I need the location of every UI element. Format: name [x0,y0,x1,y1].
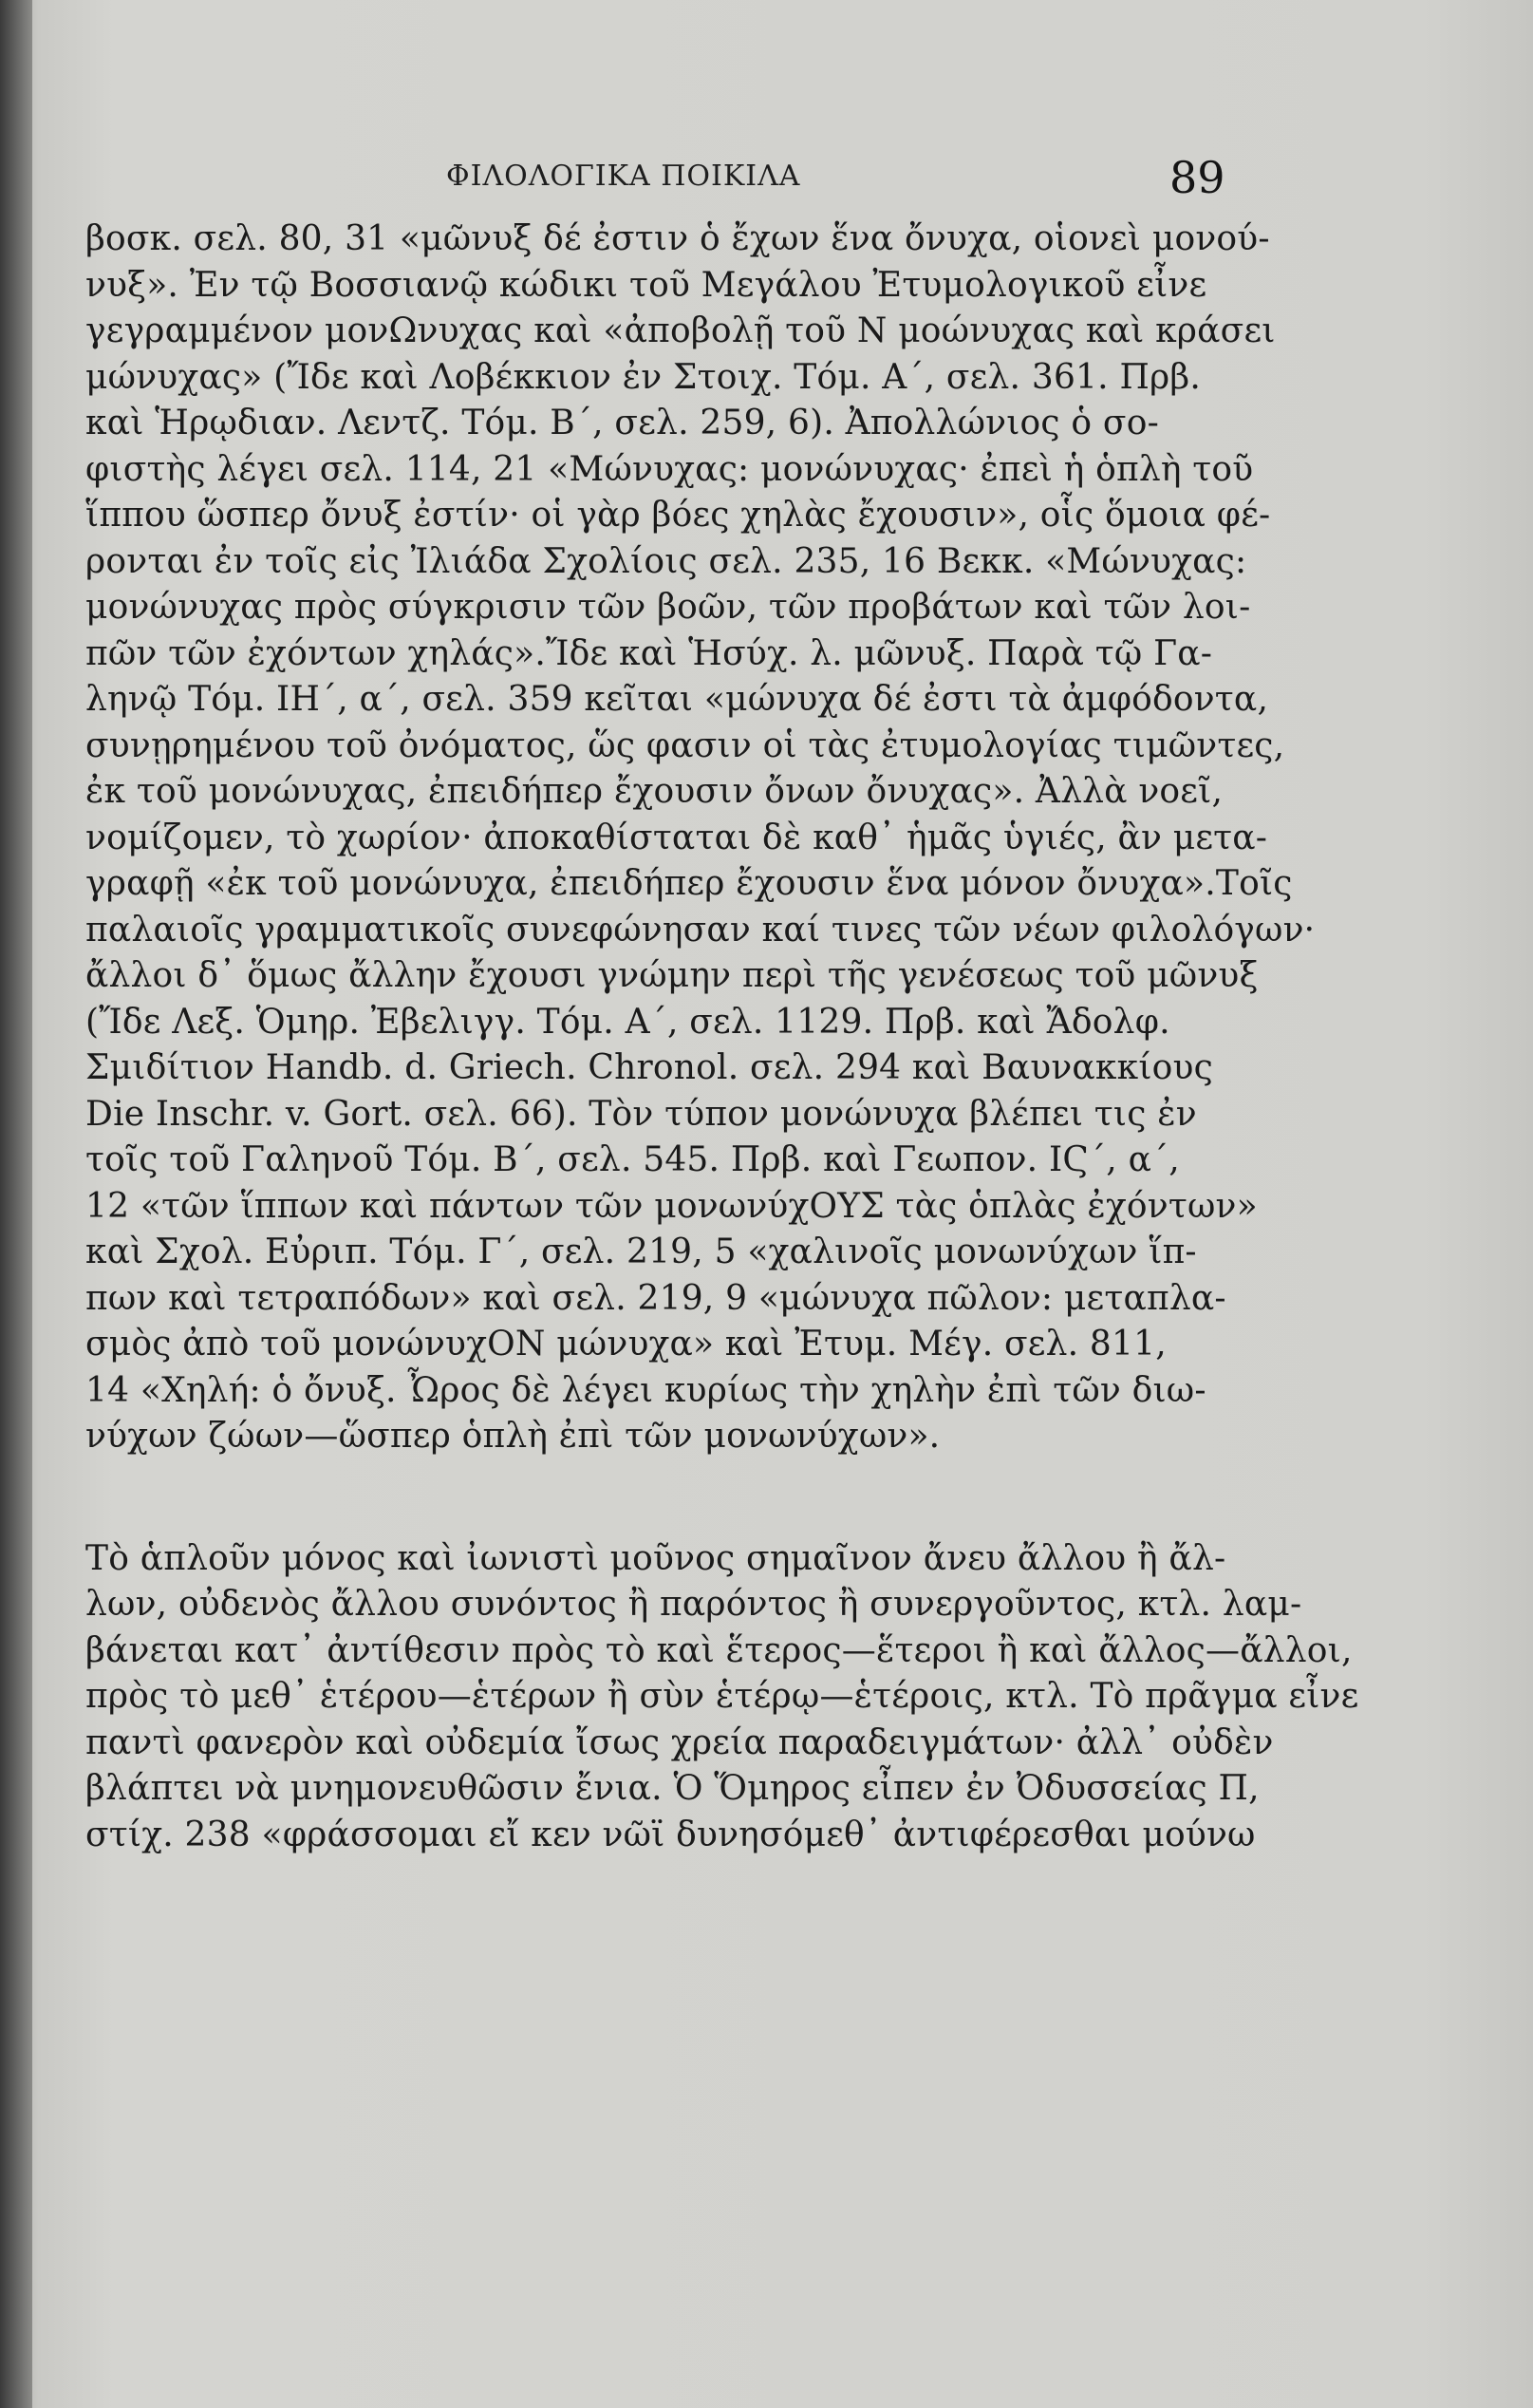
text-line: τοῖς τοῦ Γαληνοῦ Τόμ. Β΄, σελ. 545. Πρβ. καὶ Γεωπον. ΙϚ΄, α΄, [85,1140,1180,1179]
text-line: γραφῇ «ἐκ τοῦ μονώνυχα, ἐπειδήπερ ἔχουσιν ἕνα μόνον ὄνυχα».Τοῖς [85,864,1293,903]
paragraph-1 [85,216,1316,1460]
text-line: λων, οὐδενὸς ἄλλου συνόντος ἢ παρόντος ἢ συνεργοῦντος, κτλ. λαμ- [85,1585,1302,1624]
text-line: Τὸ ἁπλοῦν μόνος καὶ ἰωνιστὶ μοῦνος σημαῖνον ἄνευ ἄλλου ἢ ἄλ- [85,1538,1226,1578]
page-binding-shadow [0,0,32,2408]
running-head: ΦΙΛΟΛΟΓΙΚΑ ΠΟΙΚΙΛΑ [446,160,801,193]
text-line: βλάπτει νὰ μνημονευθῶσιν ἔνια. Ὁ Ὅμηρος εἶπεν ἐν Ὀδυσσείας Π, [85,1769,1260,1808]
text-line: νομίζομεν, τὸ χωρίον· ἀποκαθίσταται δὲ καθ᾽ ἡμᾶς ὑγιές, ἂν μετα- [85,818,1268,857]
text-line: (Ἴδε Λεξ. Ὁμηρ. Ἐβελιγγ. Τόμ. Α΄, σελ. 1129. Πρβ. καὶ Ἄδολφ. [85,1002,1170,1042]
text-line: σμὸς ἀπὸ τοῦ μονώνυχΟΝ μώνυχα» καὶ Ἐτυμ. Μέγ. σελ. 811, [85,1325,1167,1364]
text-line: στίχ. 238 «φράσσομαι εἴ κεν νῶϊ δυνησόμεθ᾽ ἀντιφέρεσθαι μούνω [85,1815,1256,1854]
text-line: μώνυχας» (Ἴδε καὶ Λοβέκκιον ἐν Στοιχ. Τόμ. Α΄, σελ. 361. Πρβ. [85,357,1202,397]
text-line: συνῃρημένου τοῦ ὀνόματος, ὥς φασιν οἱ τὰς ἐτυμολογίας τιμῶντες, [85,725,1285,765]
text-line: νύχων ζώων—ὥσπερ ὁπλὴ ἐπὶ τῶν μονωνύχων». [85,1417,941,1456]
page-header [0,152,1533,209]
text-line: βοσκ. σελ. 80, 31 «μῶνυξ δέ ἐστιν ὁ ἔχων ἕνα ὄνυχα, οἱονεὶ μονού- [85,219,1270,258]
text-line: ἵππου ὥσπερ ὄνυξ ἐστίν· οἱ γὰρ βόες χηλὰς ἔχουσιν», οἷς ὅμοια φέ- [85,496,1271,535]
text-line: μονώνυχας πρὸς σύγκρισιν τῶν βοῶν, τῶν προβάτων καὶ τῶν λοι- [85,588,1251,627]
text-line: ἐκ τοῦ μονώνυχας, ἐπειδήπερ ἔχουσιν ὄνων ὄνυχας». Ἀλλὰ νοεῖ, [85,772,1224,811]
text-line: παντὶ φανερὸν καὶ οὐδεμία ἴσως χρεία παραδειγμάτων· ἀλλ᾽ οὐδὲν [85,1722,1274,1762]
text-line: πρὸς τὸ μεθ᾽ ἑτέρου—ἑτέρων ἢ σὺν ἑτέρῳ—ἑτέροις, κτλ. Τὸ πρᾶγμα εἶνε [85,1677,1359,1716]
text-line: παλαιοῖς γραμματικοῖς συνεφώνησαν καί τινες τῶν νέων φιλολόγων· [85,910,1316,950]
text-line: βάνεται κατ᾽ ἀντίθεσιν πρὸς τὸ καὶ ἕτερος—ἕτεροι ἢ καὶ ἄλλος—ἄλλοι, [85,1630,1353,1670]
paragraph-gap [85,1460,1225,1536]
text-line: καὶ Σχολ. Εὐριπ. Τόμ. Γ΄, σελ. 219, 5 «χαλινοῖς μονωνύχων ἵπ- [85,1232,1197,1271]
text-line: 12 «τῶν ἵππων καὶ πάντων τῶν μονωνύχΟΥΣ τὰς ὁπλὰς ἐχόντων» [85,1186,1258,1226]
text-line: Σμιδίτιον Handb. d. Griech. Chronol. σελ. 294 καὶ Βαυνακκίους [85,1048,1213,1087]
text-line: φιστὴς λέγει σελ. 114, 21 «Μώνυχας: μονώνυχας· ἐπεὶ ἡ ὁπλὴ τοῦ [85,449,1254,489]
body-text [85,216,1359,1858]
text-line: ρονται ἐν τοῖς εἰς Ἰλιάδα Σχολίοις σελ. 235, 16 Βεκκ. «Μώνυχας: [85,541,1247,581]
text-line: πων καὶ τετραπόδων» καὶ σελ. 219, 9 «μώνυχα πῶλον: μεταπλα- [85,1278,1226,1318]
text-line: ἄλλοι δ᾽ ὅμως ἄλλην ἔχουσι γνώμην περὶ τῆς γενέσεως τοῦ μῶνυξ [85,956,1259,995]
text-line: καὶ Ἡρῳδιαν. Λεντζ. Τόμ. Β΄, σελ. 259, 6). Ἀπολλώνιος ὁ σο- [85,404,1159,442]
text-line: 14 «Χηλή: ὁ ὄνυξ. Ὦρος δὲ λέγει κυρίως τὴν χηλὴν ἐπὶ τῶν διω- [85,1370,1206,1410]
text-line: νυξ». Ἐν τῷ Βοσσιανῷ κώδικι τοῦ Μεγάλου Ἐτυμολογικοῦ εἶνε [85,265,1207,305]
text-line: ληνῷ Τόμ. ΙΗ΄, α΄, σελ. 359 κεῖται «μώνυχα δέ ἐστι τὰ ἀμφόδοντα, [85,680,1269,719]
text-line: πῶν τῶν ἐχόντων χηλάς».Ἴδε καὶ Ἡσύχ. λ. μῶνυξ. Παρὰ τῷ Γα- [85,633,1213,673]
text-line: γεγραμμένον μονΩνυχας καὶ «ἀποβολῇ τοῦ Ν μοώνυχας καὶ κράσει [85,311,1276,350]
paragraph-2 [85,1536,1359,1859]
page-number: 89 [1169,152,1225,203]
text-line: Die Inschr. v. Gort. σελ. 66). Τὸν τύπον μονώνυχα βλέπει τις ἐν [85,1094,1197,1134]
